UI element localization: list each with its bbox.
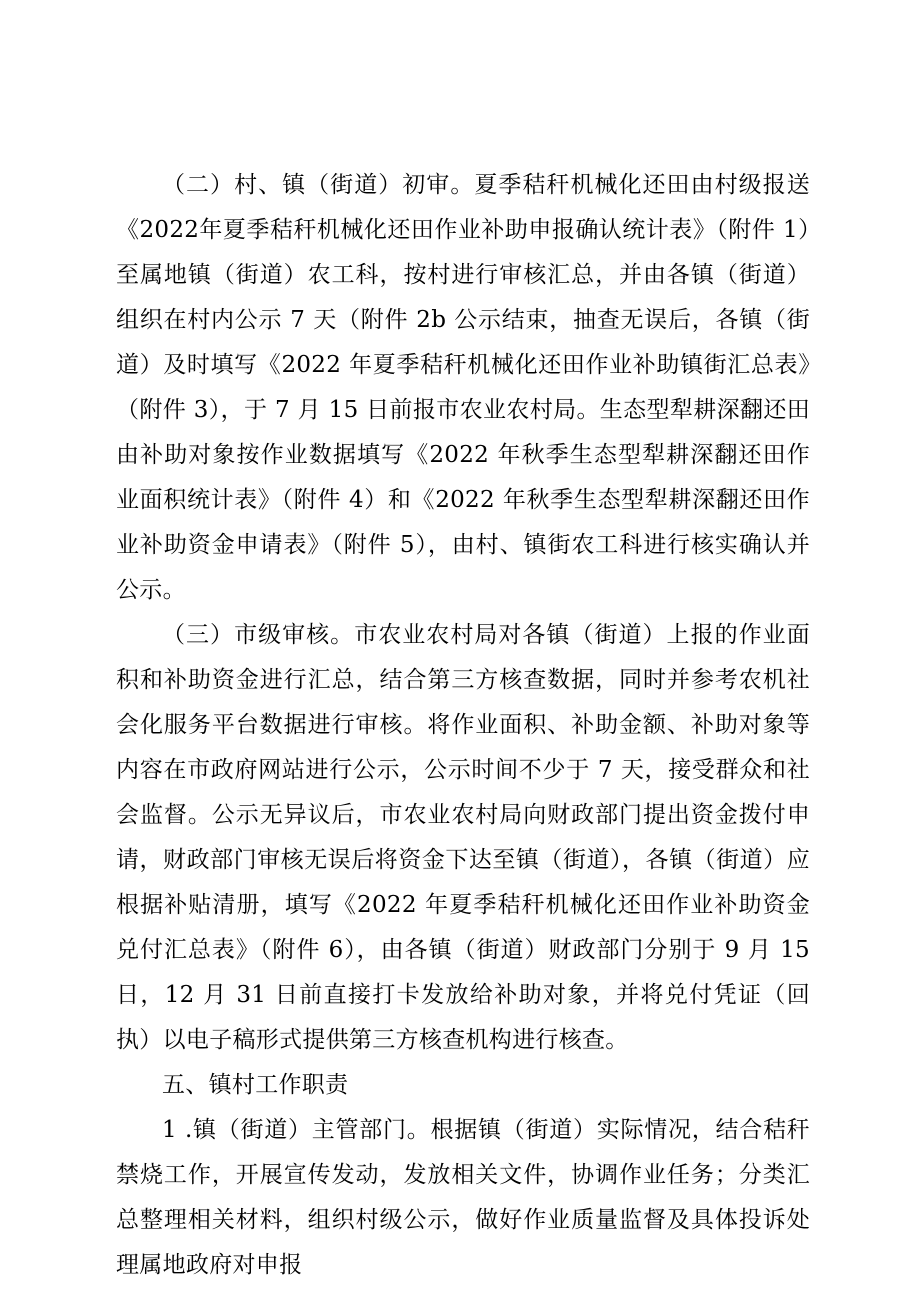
section-heading-duties: 五、镇村工作职责 [162,1072,349,1098]
paragraph-town-department: 1 .镇（街道）主管部门。根据镇（街道）实际情况，结合秸秆禁烧工作，开展宣传发动，发放相关文件，协调作业任务；分类汇总整理相关材料，组织村级公示，做好作业质量监督及具体投诉处理属地政府对申报 [116,1117,810,1278]
paragraph-city-review: （三）市级审核。市农业农村局对各镇（街道）上报的作业面积和补助资金进行汇总，结合第三方核查数据，同时并参考农机社会化服务平台数据进行审核。将作业面积、补助金额、补助对象等内容在市政府网站进行公示，公示时间不少于 7 天，接受群众和社会监督。公示无异议后，市农业农村局向财政部门提出资金拨付申请，财政部门审核无误后将资金下达至镇（街道），各镇（街道）应根据补贴清册，填写《2022 年夏季秸秆机械化还田作业补助资金兑付汇总表》（附件 6），由各镇（街道）财政部门分别于 9 月 15 日，12 月 31 日前直接打卡发放给补助对象，并将兑付凭证（回执）以电子稿形式提供第三方核查机构进行核查。 [116,622,810,1053]
document-body [116,163,810,1288]
paragraph-village-town-review: （二）村、镇（街道）初审。夏季秸秆机械化还田由村级报送《2022年夏季秸秆机械化还田作业补助申报确认统计表》（附件 1）至属地镇（街道）农工科，按村进行审核汇总，并由各镇（街道）组织在村内公示 7 天（附件 2b 公示结束，抽查无误后，各镇（街道）及时填写《2022 年夏季秸秆机械化还田作业补助镇街汇总表》（附件 3），于 7 月 15 日前报市农业农村局。生态型犁耕深翻还田由补助对象按作业数据填写《2022 年秋季生态型犁耕深翻还田作业面积统计表》（附件 4）和《2022 年秋季生态型犁耕深翻还田作业补助资金申请表》（附件 5），由村、镇街农工科进行核实确认并公示。 [116,172,810,603]
